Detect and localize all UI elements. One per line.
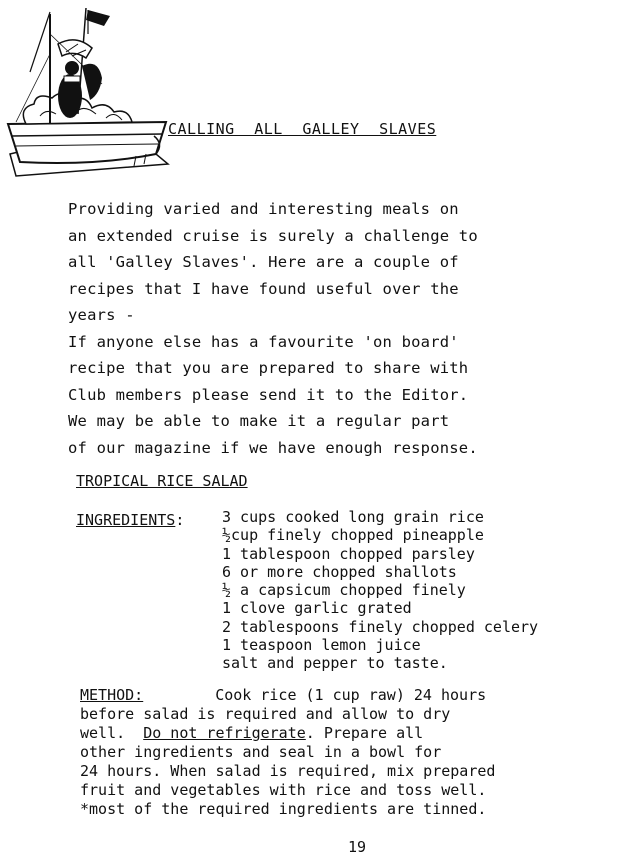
- ingredient-item: salt and pepper to taste.: [222, 654, 448, 673]
- page-heading: CALLING ALL GALLEY SLAVES: [168, 120, 437, 138]
- intro-line: recipe that you are prepared to share with: [68, 359, 469, 377]
- intro-line: Providing varied and interesting meals on: [68, 200, 459, 218]
- intro-paragraph: [68, 196, 568, 461]
- method-line: [80, 686, 615, 705]
- ingredient-item: 1 teaspoon lemon juice: [222, 636, 421, 655]
- method-line: 24 hours. When salad is required, mix prepared: [80, 762, 496, 780]
- intro-line: Club members please send it to the Editor.: [68, 385, 469, 404]
- sailboat-illustration: [6, 4, 176, 184]
- ingredient-item: 6 or more chopped shallots: [222, 562, 457, 581]
- page-number: 19: [348, 838, 367, 856]
- ingredient-item: 3 cups cooked long grain rice: [222, 508, 484, 526]
- intro-line: recipes that I have found useful over the: [68, 279, 459, 298]
- ingredients-label: INGREDIENTS:: [76, 511, 185, 529]
- ingredient-item: 1 tablespoon chopped parsley: [222, 544, 475, 563]
- ingredient-item: ½cup finely chopped pineapple: [222, 526, 484, 545]
- ingredient-item: 2 tablespoons finely chopped celery: [222, 617, 539, 636]
- intro-line: an extended cruise is surely a challenge to: [68, 226, 478, 245]
- intro-line: of our magazine if we have enough response.: [68, 438, 478, 457]
- method-line: [80, 724, 615, 743]
- method-text: well.: [80, 724, 144, 742]
- method-emphasis: Do not refrigerate: [143, 724, 306, 742]
- intro-line: all 'Galley Slaves'. Here are a couple of: [68, 253, 459, 271]
- recipe-title: TROPICAL RICE SALAD: [76, 472, 248, 490]
- method-line: fruit and vegetables with rice and toss well.: [80, 781, 487, 799]
- method-section: [80, 686, 615, 819]
- ingredient-item: ½ a capsicum chopped finely: [222, 581, 466, 600]
- method-line: before salad is required and allow to dry: [80, 705, 451, 723]
- method-line: *most of the required ingredients are tinned.: [80, 800, 487, 818]
- method-text: . Prepare all: [305, 724, 424, 742]
- ingredients-list: [222, 508, 538, 673]
- intro-line: We may be able to make it a regular part: [68, 412, 450, 430]
- method-first: Cook rice (1 cup raw) 24 hours: [215, 686, 487, 704]
- method-line: other ingredients and seal in a bowl for: [80, 743, 442, 761]
- ingredient-item: 1 clove garlic grated: [222, 599, 412, 618]
- ingredients-label-text: INGREDIENTS: [76, 511, 176, 529]
- intro-line: years -: [68, 306, 135, 324]
- method-label: METHOD:: [80, 686, 144, 704]
- intro-line: If anyone else has a favourite 'on board': [68, 332, 459, 351]
